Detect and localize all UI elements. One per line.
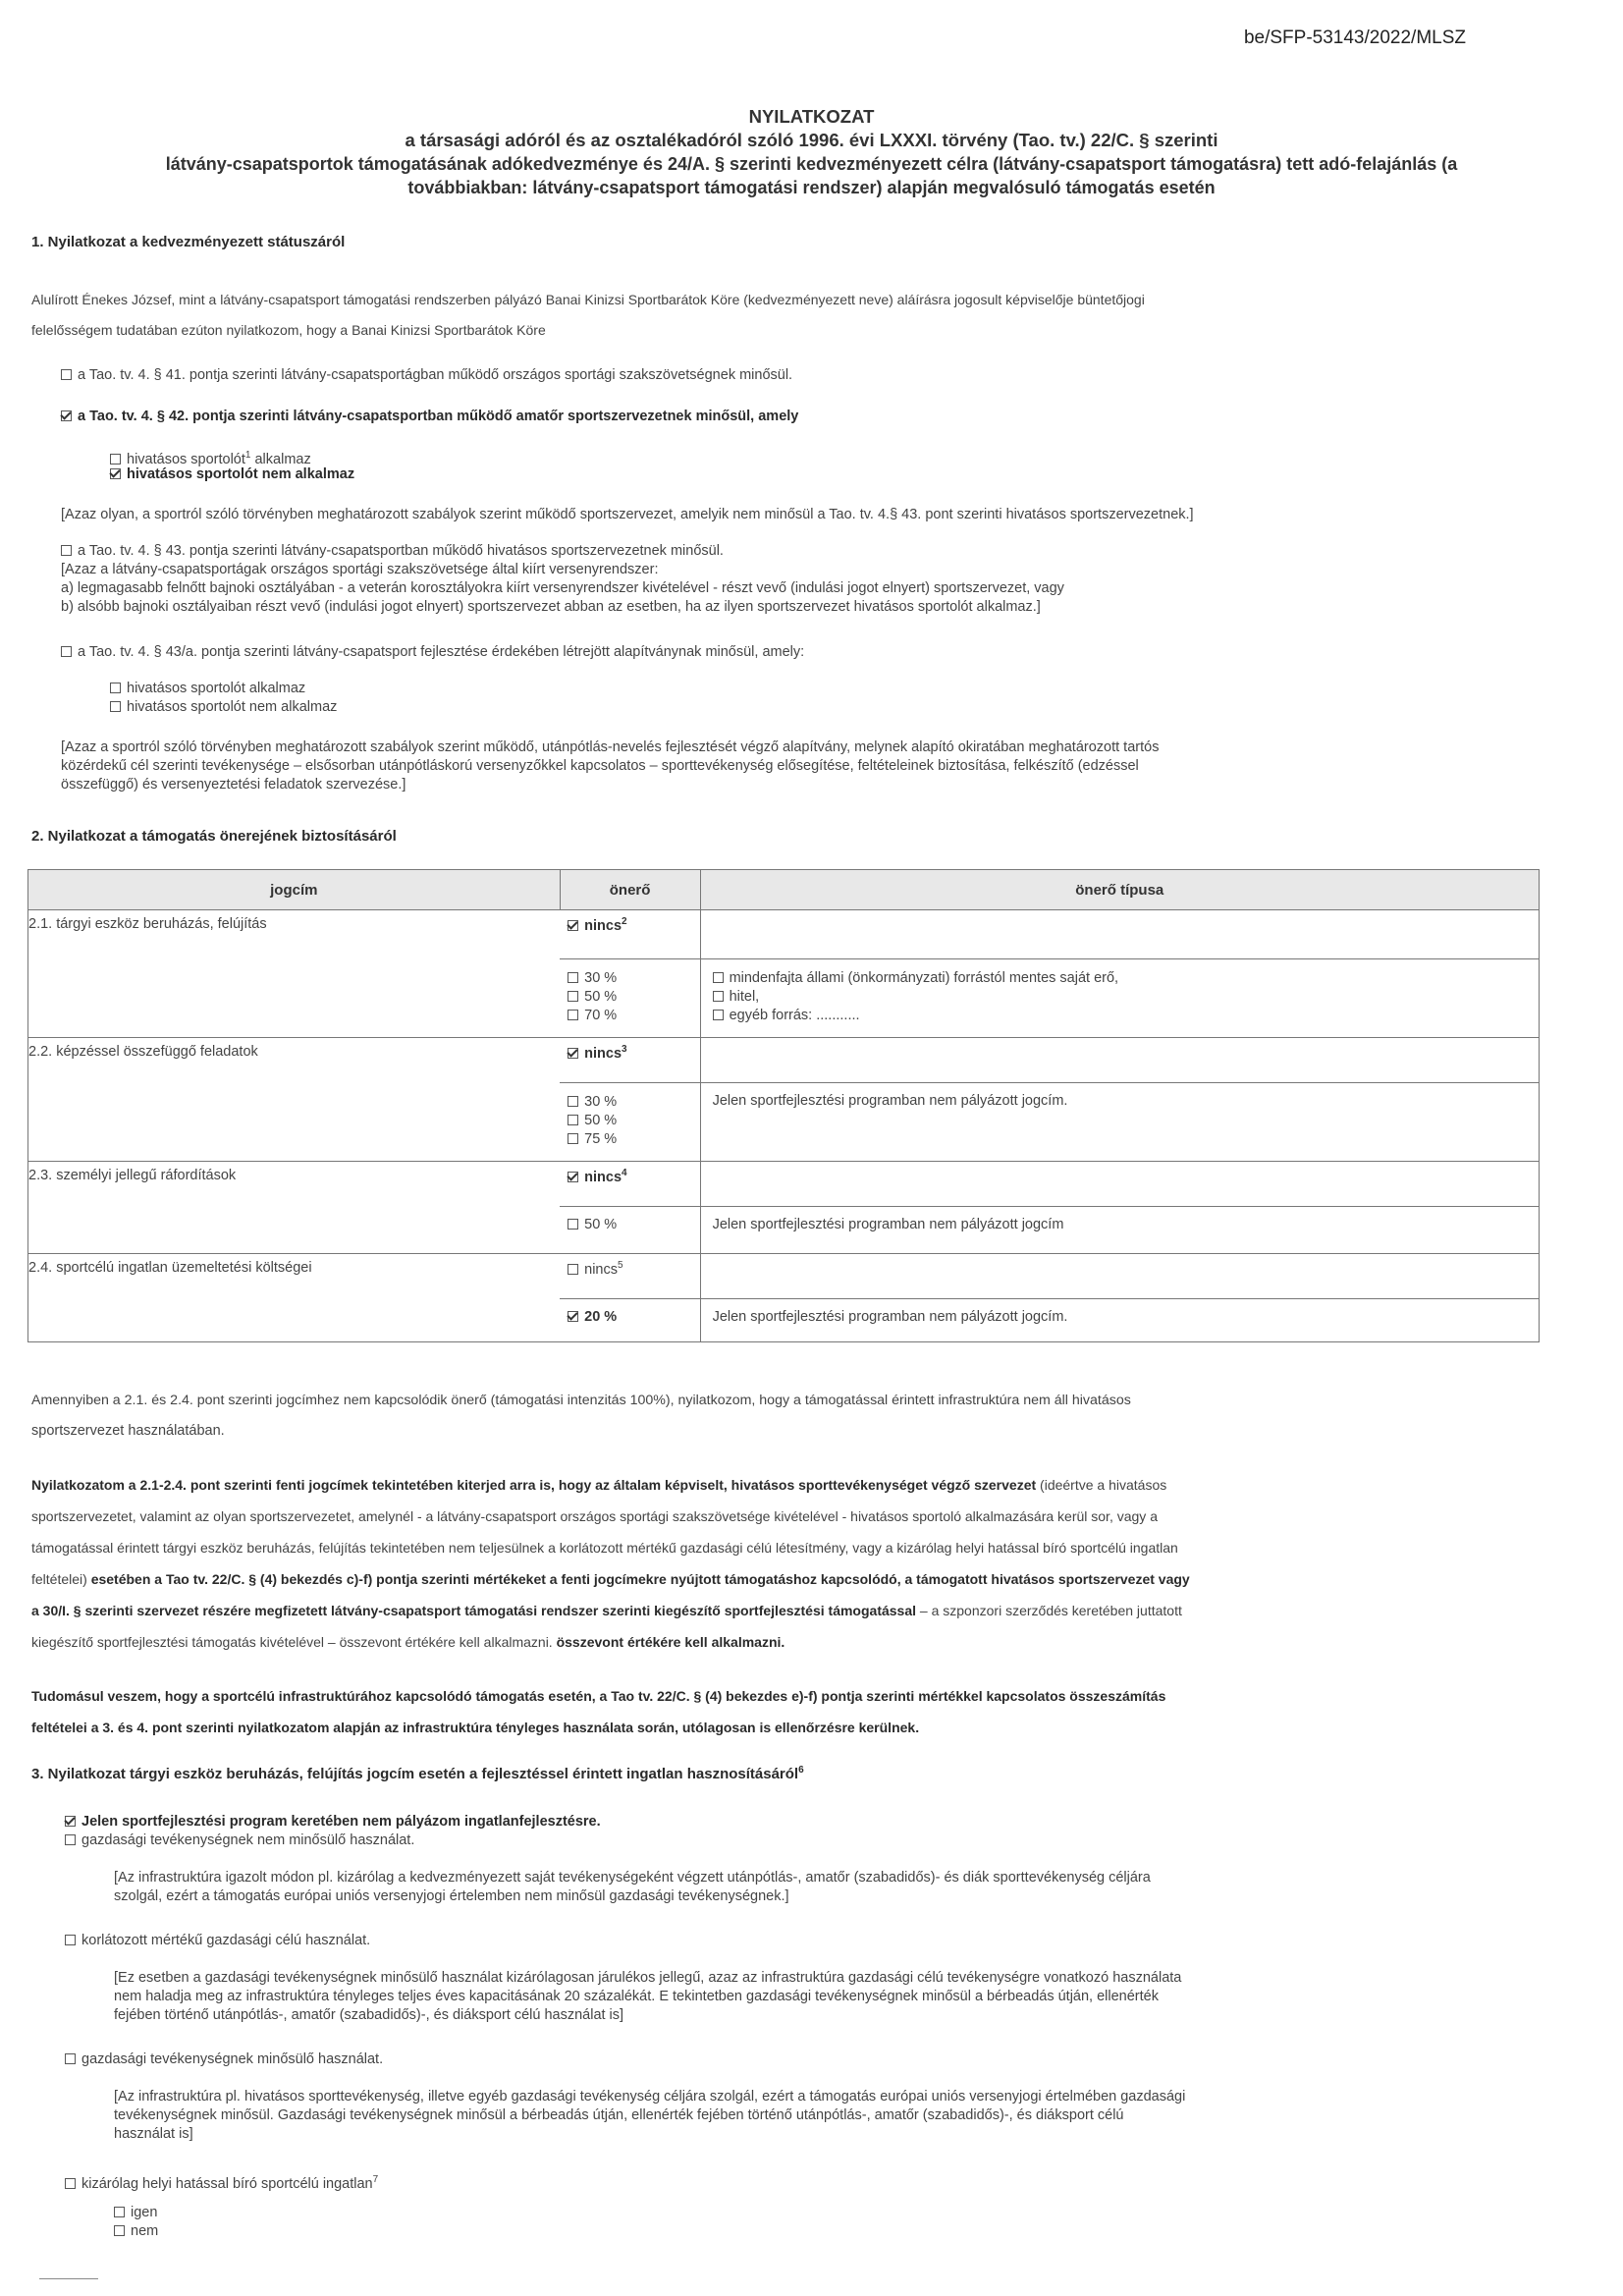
onero-option: 30 % xyxy=(568,969,699,988)
doc-title: NYILATKOZAT xyxy=(748,106,875,127)
row-label: 2.2. képzéssel összefüggő feladatok xyxy=(28,1044,258,1060)
table-row xyxy=(28,1162,1540,1207)
checkbox[interactable] xyxy=(568,1010,578,1020)
s1-intro-line1: Alulírott Énekes József, mint a látvány-csapatsport támogatási rendszerben pályázó Banai Kinizsi Sportbarátok Köre (kedvezményezett neve) aláírásra jogosult képviselője büntetőjogi xyxy=(31,292,1145,307)
onero-type-option: mindenfajta állami (önkormányzati) forrástól mentes saját erő, xyxy=(713,969,1539,988)
nincs-option: nincs$^3$ xyxy=(560,1038,699,1062)
checkbox[interactable] xyxy=(110,683,121,693)
checkbox[interactable] xyxy=(114,2207,125,2217)
s1-hivatasos-note2: a) legmagasabb felnőtt bajnoki osztályában - a veterán korosztályokra kiírt versenyrendszer kivételével - részt vevő (indulási jogot elnyert) sportszervezet, vagy xyxy=(61,580,1064,596)
checkbox[interactable] xyxy=(568,991,578,1002)
s3-note3-line3: használat is] xyxy=(114,2126,193,2142)
s3-note2-line3: fejében történő utánpótlás-, amatőr (szabadidős)-, és diáksport célú használat is] xyxy=(114,2007,624,2023)
row-label: 2.3. személyi jellegű ráfordítások xyxy=(28,1168,237,1183)
s2-para1-line1: Nyilatkozatom a 2.1-2.4. pont szerinti fenti jogcímek tekintetében kiterjed arra is, hogy az általam képviselt, hivatásos sporttevékenységet végző szervezet (ideértve a hivatásos xyxy=(31,1477,1167,1493)
s2-after-line2: sportszervezet használatában. xyxy=(31,1423,225,1439)
s3-note3-line2: tevékenységnek minősül. Gazdasági tevékenységnek minősül a bérbeadás útján, ellenérték fejében történő utánpótlás-, amatőr (szabadidős)-, és diáksport célú xyxy=(114,2107,1124,2123)
s1-option-alapitvany: a Tao. tv. 4. § 43/a. pontja szerinti látvány-csapatsport fejlesztése érdekében létrejött alapítványnak minősül, amely: xyxy=(61,643,804,662)
s2-para1-line5: a 30/I. § szerinti szervezet részére megfizetett látvány-csapatsport támogatási rendszer szerinti kiegészítő sportfejlesztési támogatással – a szponzori szerződés keretében juttatott xyxy=(31,1603,1182,1618)
onero-type-text: Jelen sportfejlesztési programban nem pályázott jogcím xyxy=(712,1217,1064,1232)
doc-title-line4: továbbiakban: látvány-csapatsport támogatási rendszer) alapján megvalósuló támogatás esetén xyxy=(407,178,1216,197)
checkbox-checked[interactable] xyxy=(61,410,72,421)
s3-option-nem-gazdasagi: gazdasági tevékenységnek nem minősülő használat. xyxy=(65,1831,414,1850)
s1-option-hivatasos: a Tao. tv. 4. § 43. pontja szerinti látvány-csapatsportban működő hivatásos sportszervezetnek minősül. xyxy=(61,542,724,561)
checkbox[interactable] xyxy=(568,1133,578,1144)
onero-option: 70 % xyxy=(568,1007,699,1025)
checkbox[interactable] xyxy=(65,1935,76,1945)
checkbox[interactable] xyxy=(114,2225,125,2236)
checkbox[interactable] xyxy=(61,369,72,380)
checkbox[interactable] xyxy=(110,454,121,465)
s2-after-line1: Amennyiben a 2.1. és 2.4. pont szerinti jogcímhez nem kapcsolódik önerő (támogatási intenzitás 100%), nyilatkozom, hogy a támogatással érintett infrastruktúra nem áll hivatásos xyxy=(31,1393,1131,1408)
onero-option: 75 % xyxy=(568,1130,699,1149)
s1-note-alapitvany-3: összefüggő) és versenyeztetési feladatok szervezése.] xyxy=(61,777,406,793)
s1-alapitvany-nem-alkalmaz: hivatásos sportolót nem alkalmaz xyxy=(110,698,337,717)
nincs-option: nincs$^5$ xyxy=(560,1254,699,1278)
checkbox[interactable] xyxy=(65,2053,76,2064)
column-header-onero-tipusa: önerő típusa xyxy=(700,870,1539,910)
onero-option: 50 % xyxy=(560,1207,699,1232)
column-header-onero: önerő xyxy=(560,870,700,910)
checkbox[interactable] xyxy=(713,972,724,983)
s3-option-nem-palyazom: Jelen sportfejlesztési program keretében nem pályázom ingatlanfejlesztésre. xyxy=(65,1813,601,1831)
s3-option-gazdasagi: gazdasági tevékenységnek minősülő használat. xyxy=(65,2050,383,2069)
s3-option-helyi: kizárólag helyi hatással bíró sportcélú ingatlan$^7$ xyxy=(65,2170,378,2194)
checkbox[interactable] xyxy=(568,1096,578,1107)
s2-para2-line2: feltételei a 3. és 4. pont szerinti nyilatkozatom alapján az infrastruktúra tényleges használata során, utólagosan is ellenőrzésre kerülnek. xyxy=(31,1720,920,1735)
checkbox-checked[interactable] xyxy=(65,1816,76,1827)
onero-type-option: egyéb forrás: ........... xyxy=(713,1007,1539,1025)
s3-helyi-nem: nem xyxy=(114,2222,158,2241)
onero-type-text: Jelen sportfejlesztési programban nem pályázott jogcím. xyxy=(712,1093,1068,1109)
s3-helyi-igen: igen xyxy=(114,2204,157,2222)
s1-alapitvany-alkalmaz: hivatásos sportolót alkalmaz xyxy=(110,680,305,698)
checkbox[interactable] xyxy=(568,1115,578,1125)
s1-intro-line2: felelősségem tudatában ezúton nyilatkozom, hogy a Banai Kinizsi Sportbarátok Köre xyxy=(31,322,546,338)
s1-hivatasos-note1: [Azaz a látvány-csapatsportágak országos sportági szakszövetsége által kiírt versenyrendszer: xyxy=(61,562,659,577)
s2-para1-line3: támogatással érintett tárgyi eszköz beruházás, felújítás tekintetében nem teljesülnek a korlátozott mértékű gazdasági célú létesítmény, vagy a kizárólag helyi hatással bíró sportcélú ingatlan xyxy=(31,1540,1178,1556)
option-label: a Tao. tv. 4. § 41. pontja szerinti látvány-csapatsportágban működő országos sportági szakszövetségnek minősül. xyxy=(78,367,793,383)
row-label: 2.4. sportcélú ingatlan üzemeltetési költségei xyxy=(28,1260,312,1276)
row-label: 2.1. tárgyi eszköz beruházás, felújítás xyxy=(28,916,267,932)
checkbox[interactable] xyxy=(65,1834,76,1845)
checkbox-checked[interactable] xyxy=(568,1172,578,1182)
s3-note2-line2: nem haladja meg az infrastruktúra tényleges teljes éves kapacitásának 20 százalékát. E tekintetben gazdasági tevékenységnek minősül a bérbeadás útján, ellenérték xyxy=(114,1989,1159,2004)
doc-title-line3: látvány-csapatsportok támogatásának adókedvezménye és 24/A. § szerinti kedvezményezett célra (látvány-csapatsport támogatásra) tett adó-felajánlás (a xyxy=(165,154,1458,174)
oneró-table xyxy=(27,869,1540,1342)
onero-option: 20 % xyxy=(560,1299,699,1325)
checkbox-checked[interactable] xyxy=(568,1311,578,1322)
nincs-option: nincs$^4$ xyxy=(560,1162,699,1185)
s1-hivatasos-note3: b) alsóbb bajnoki osztályaiban részt vevő (indulási jogot elnyert) sportszervezet abban az esetben, ha az ilyen sportszervezet hivatásos sportolót alkalmaz.] xyxy=(61,599,1041,615)
s2-para1-line2: sportszervezetet, valamint az olyan sportszervezetet, amelynél - a látvány-csapatsport országos sportági szakszövetsége kivételével - hivatásos sportoló alkalmazására kerül sor, vagy a xyxy=(31,1508,1158,1524)
table-row xyxy=(28,1038,1540,1083)
s3-note3-line1: [Az infrastruktúra pl. hivatásos sporttevékenység, illetve egyéb gazdasági tevékenység céljára szolgál, ezért a támogatás európai uniós versenyjogi értelmében gazdasági xyxy=(114,2089,1186,2105)
checkbox[interactable] xyxy=(713,991,724,1002)
checkbox[interactable] xyxy=(568,972,578,983)
checkbox[interactable] xyxy=(61,545,72,556)
s3-note2-line1: [Ez esetben a gazdasági tevékenységnek minősülő használat kizárólagosan járulékos jellegű, azaz az infrastruktúra gazdasági célú tevékenységre vonatkozó használata xyxy=(114,1970,1182,1986)
checkbox[interactable] xyxy=(713,1010,724,1020)
table-row xyxy=(28,1254,1540,1299)
s1-note-alapitvany-2: közérdekű cél szerinti tevékenysége – elsősorban utánpótláskorú versenyzőkkel kapcsolatos – sporttevékenység elősegítése, feltételeinek biztosítása, felkészítő (edzéssel xyxy=(61,758,1139,774)
s2-para2-line1: Tudomásul veszem, hogy a sportcélú infrastruktúrához kapcsolódó támogatás esetén, a Tao tv. 22/C. § (4) bekezdes e)-f) pontja szerinti mértékkel kapcsolatos összeszámítás xyxy=(31,1688,1166,1704)
s1-amator-nem-alkalmaz: hivatásos sportolót nem alkalmaz xyxy=(110,465,354,484)
s2-para1-line4: feltételei) esetében a Tao tv. 22/C. § (4) bekezdés c)-f) pontja szerinti mértékeket a fenti jogcímekre nyújtott támogatáshoz kapcsolódó, a támogatott hivatásos sportszervezet vagy xyxy=(31,1571,1190,1587)
s1-option-szovetseg xyxy=(61,366,792,385)
nincs-option: nincs$^2$ xyxy=(560,910,699,934)
checkbox[interactable] xyxy=(568,1264,578,1275)
s2-para1-line6: kiegészítő sportfejlesztési támogatás kivételével – összevont értékére kell alkalmazni. összevont értékére kell alkalmazni. xyxy=(31,1634,785,1650)
section3-heading: 3. Nyilatkozat tárgyi eszköz beruházás, felújítás jogcím esetén a fejlesztéssel érintett ingatlan hasznosításáról$^6$ xyxy=(31,1765,804,1782)
section2-heading: 2. Nyilatkozat a támogatás önerejének biztosításáról xyxy=(31,828,397,845)
table-header-row xyxy=(28,870,1540,910)
onero-type-option: hitel, xyxy=(713,988,1539,1007)
onero-option: 50 % xyxy=(568,988,699,1007)
checkbox[interactable] xyxy=(65,2178,76,2189)
s1-amator-alkalmaz: hivatásos sportolót$^1$ alkalmaz xyxy=(110,446,311,469)
reference-number: be/SFP-53143/2022/MLSZ xyxy=(1243,27,1466,48)
onero-type-text: Jelen sportfejlesztési programban nem pályázott jogcím. xyxy=(712,1309,1068,1325)
onero-option: 30 % xyxy=(568,1093,699,1112)
section1-heading: 1. Nyilatkozat a kedvezményezett státuszáról xyxy=(31,234,346,250)
s1-note-amator: [Azaz olyan, a sportról szóló törvényben meghatározott szabályok szerint működő sportszervezet, amelyik nem minősül a Tao. tv. 4.§ 43. pont szerinti hivatásos sportszervezetnek.] xyxy=(61,507,1194,522)
table-row xyxy=(28,910,1540,959)
s3-note1-line2: szolgál, ezért a támogatás európai uniós versenyjogi értelemben nem minősül gazdasági tevékenységnek.] xyxy=(114,1888,789,1904)
checkbox-checked[interactable] xyxy=(568,920,578,931)
s3-note1-line1: [Az infrastruktúra igazolt módon pl. kizárólag a kedvezményezett saját tevékenységeként végzett utánpótlás-, amatőr (szabadidős)- és diák sporttevékenység céljára xyxy=(114,1870,1151,1886)
checkbox[interactable] xyxy=(110,701,121,712)
s3-option-korlatozott: korlátozott mértékű gazdasági célú használat. xyxy=(65,1932,370,1950)
checkbox[interactable] xyxy=(568,1219,578,1230)
checkbox[interactable] xyxy=(61,646,72,657)
s1-note-alapitvany-1: [Azaz a sportról szóló törvényben meghatározott szabályok szerint működő, utánpótlás-nevelés fejlesztését végző alapítvány, melynek alapító okiratában meghatározott tartós xyxy=(61,739,1160,755)
onero-option: 50 % xyxy=(568,1112,699,1130)
column-header-jogcim: jogcím xyxy=(28,870,561,910)
s1-option-amator xyxy=(61,408,798,426)
footnote-divider xyxy=(39,2278,98,2279)
doc-title-line2: a társasági adóról és az osztalékadóról szóló 1996. évi LXXXI. törvény (Tao. tv.) 22/C. § szerinti xyxy=(405,130,1218,150)
checkbox-checked[interactable] xyxy=(110,468,121,479)
option-label: a Tao. tv. 4. § 42. pontja szerinti látvány-csapatsportban működő amatőr sportszervezetnek minősül, amely xyxy=(78,409,799,424)
checkbox-checked[interactable] xyxy=(568,1048,578,1059)
